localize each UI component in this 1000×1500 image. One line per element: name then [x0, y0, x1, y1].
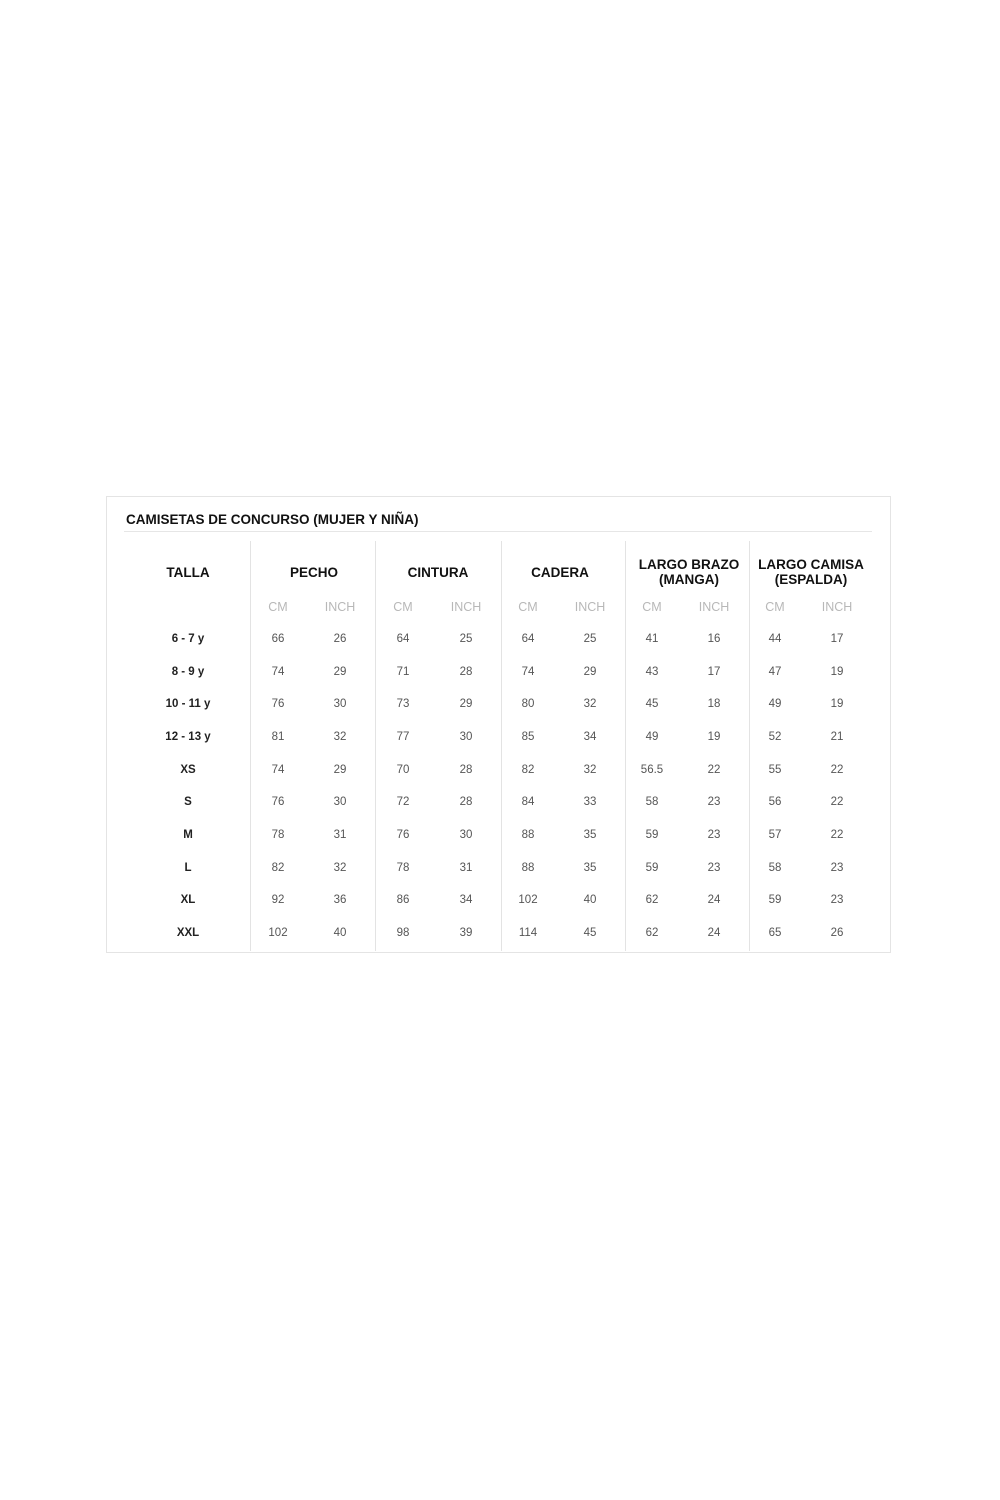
table-cell: 28	[459, 796, 473, 808]
table-cell: 30	[459, 829, 473, 841]
table-cell: 22	[830, 796, 844, 808]
header-talla: TALLA	[166, 564, 210, 580]
table-cell: 78	[396, 862, 410, 874]
table-row	[107, 825, 892, 845]
table-cell: 32	[583, 698, 597, 710]
size-label: XXL	[176, 927, 200, 939]
table-cell: 29	[583, 666, 597, 678]
table-cell: 23	[707, 829, 721, 841]
table-cell: 59	[768, 894, 782, 906]
table-cell: 62	[645, 927, 659, 939]
table-cell: 32	[333, 731, 347, 743]
unit-inch-cintura: INCH	[450, 600, 482, 614]
table-cell: 77	[396, 731, 410, 743]
table-cell: 84	[521, 796, 535, 808]
table-cell: 102	[268, 927, 288, 939]
table-cell: 36	[333, 894, 347, 906]
unit-inch-largo-brazo: INCH	[698, 600, 730, 614]
header-cintura: CINTURA	[407, 564, 469, 580]
table-cell: 23	[707, 862, 721, 874]
table-cell: 86	[396, 894, 410, 906]
table-cell: 81	[271, 731, 285, 743]
table-cell: 18	[707, 698, 721, 710]
table-cell: 30	[459, 731, 473, 743]
table-row	[107, 792, 892, 812]
table-cell: 22	[830, 829, 844, 841]
size-label: 6 - 7 y	[171, 633, 205, 645]
table-cell: 47	[768, 666, 782, 678]
table-row	[107, 858, 892, 878]
table-cell: 30	[333, 698, 347, 710]
header-largo-camisa: LARGO CAMISA (ESPALDA)	[758, 557, 864, 587]
table-row	[107, 923, 892, 943]
size-label: M	[183, 829, 193, 841]
table-cell: 64	[396, 633, 410, 645]
table-row	[107, 629, 892, 649]
table-cell: 88	[521, 829, 535, 841]
unit-inch-cadera: INCH	[574, 600, 606, 614]
table-cell: 45	[645, 698, 659, 710]
table-cell: 73	[396, 698, 410, 710]
table-cell: 29	[459, 698, 473, 710]
table-cell: 29	[333, 666, 347, 678]
size-label: S	[184, 796, 192, 808]
title-divider	[124, 531, 872, 532]
table-cell: 56.5	[640, 764, 664, 776]
unit-inch-largo-camisa: INCH	[821, 600, 853, 614]
size-label: L	[184, 862, 192, 874]
table-row	[107, 662, 892, 682]
table-cell: 62	[645, 894, 659, 906]
table-cell: 85	[521, 731, 535, 743]
size-label: 10 - 11 y	[165, 698, 211, 710]
table-cell: 34	[459, 894, 473, 906]
table-cell: 66	[271, 633, 285, 645]
table-cell: 52	[768, 731, 782, 743]
table-cell: 82	[271, 862, 285, 874]
size-label: 12 - 13 y	[165, 731, 211, 743]
table-row	[107, 890, 892, 910]
table-cell: 22	[830, 764, 844, 776]
table-cell: 35	[583, 862, 597, 874]
table-cell: 57	[768, 829, 782, 841]
table-cell: 31	[459, 862, 473, 874]
table-cell: 71	[396, 666, 410, 678]
table-cell: 32	[583, 764, 597, 776]
table-cell: 64	[521, 633, 535, 645]
table-cell: 98	[396, 927, 410, 939]
header-largo-brazo: LARGO BRAZO (MANGA)	[638, 557, 740, 587]
table-cell: 49	[645, 731, 659, 743]
table-cell: 24	[707, 894, 721, 906]
table-cell: 45	[583, 927, 597, 939]
unit-cm-largo-camisa: CM	[765, 600, 785, 614]
unit-cm-cadera: CM	[518, 600, 538, 614]
table-cell: 35	[583, 829, 597, 841]
table-cell: 102	[518, 894, 538, 906]
table-cell: 23	[830, 862, 844, 874]
table-cell: 22	[707, 764, 721, 776]
table-cell: 17	[707, 666, 721, 678]
table-cell: 78	[271, 829, 285, 841]
table-cell: 31	[333, 829, 347, 841]
header-cadera: CADERA	[531, 564, 589, 580]
table-cell: 40	[333, 927, 347, 939]
table-cell: 19	[707, 731, 721, 743]
table-row	[107, 727, 892, 747]
size-chart-card	[106, 496, 891, 953]
unit-cm-pecho: CM	[268, 600, 288, 614]
table-cell: 58	[768, 862, 782, 874]
table-cell: 28	[459, 666, 473, 678]
table-cell: 80	[521, 698, 535, 710]
unit-cm-cintura: CM	[393, 600, 413, 614]
table-cell: 23	[707, 796, 721, 808]
table-cell: 28	[459, 764, 473, 776]
table-cell: 26	[830, 927, 844, 939]
unit-cm-largo-brazo: CM	[642, 600, 662, 614]
table-cell: 25	[459, 633, 473, 645]
size-label: XS	[180, 764, 196, 776]
table-cell: 34	[583, 731, 597, 743]
table-cell: 40	[583, 894, 597, 906]
table-cell: 16	[707, 633, 721, 645]
table-cell: 21	[830, 731, 844, 743]
table-cell: 33	[583, 796, 597, 808]
table-cell: 59	[645, 829, 659, 841]
table-cell: 32	[333, 862, 347, 874]
table-cell: 82	[521, 764, 535, 776]
table-cell: 70	[396, 764, 410, 776]
header-pecho: PECHO	[289, 564, 338, 580]
size-chart-title: CAMISETAS DE CONCURSO (MUJER Y NIÑA)	[126, 512, 419, 527]
table-cell: 30	[333, 796, 347, 808]
table-cell: 44	[768, 633, 782, 645]
table-cell: 114	[518, 927, 538, 939]
table-row	[107, 760, 892, 780]
unit-inch-pecho: INCH	[324, 600, 356, 614]
size-label: 8 - 9 y	[171, 666, 205, 678]
table-cell: 76	[271, 796, 285, 808]
table-cell: 55	[768, 764, 782, 776]
table-cell: 88	[521, 862, 535, 874]
table-cell: 74	[521, 666, 535, 678]
table-cell: 49	[768, 698, 782, 710]
table-cell: 65	[768, 927, 782, 939]
table-cell: 17	[830, 633, 844, 645]
table-cell: 43	[645, 666, 659, 678]
table-cell: 74	[271, 764, 285, 776]
table-cell: 59	[645, 862, 659, 874]
table-cell: 76	[271, 698, 285, 710]
table-cell: 23	[830, 894, 844, 906]
table-cell: 92	[271, 894, 285, 906]
table-cell: 19	[830, 666, 844, 678]
table-cell: 29	[333, 764, 347, 776]
table-cell: 76	[396, 829, 410, 841]
table-cell: 72	[396, 796, 410, 808]
table-cell: 56	[768, 796, 782, 808]
table-cell: 24	[707, 927, 721, 939]
table-cell: 26	[333, 633, 347, 645]
table-cell: 19	[830, 698, 844, 710]
table-cell: 74	[271, 666, 285, 678]
table-cell: 41	[645, 633, 659, 645]
table-cell: 25	[583, 633, 597, 645]
size-label: XL	[180, 894, 196, 906]
table-cell: 58	[645, 796, 659, 808]
table-row	[107, 694, 892, 714]
table-cell: 39	[459, 927, 473, 939]
